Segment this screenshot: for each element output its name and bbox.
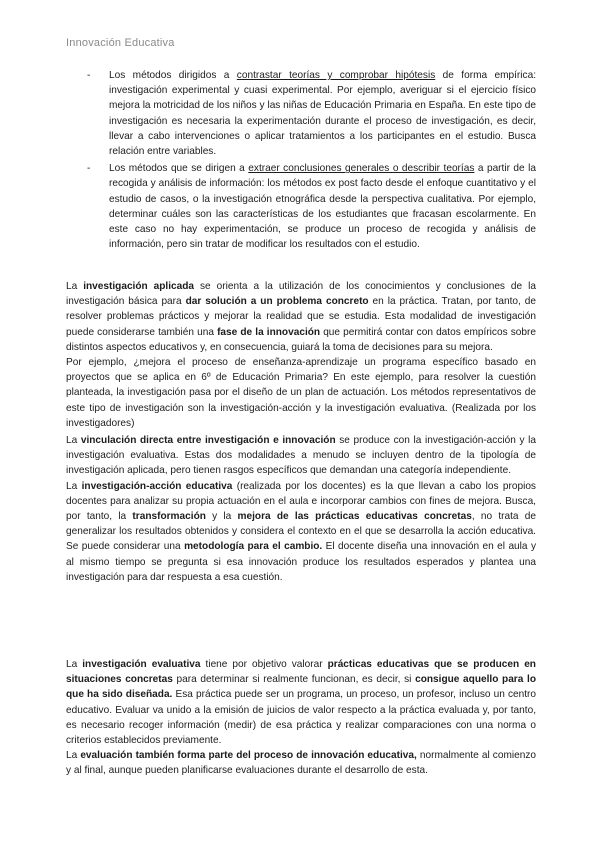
underlined-phrase: contrastar teorías y comprobar hipótesis: [236, 70, 436, 81]
section-vinculacion: [66, 433, 536, 585]
bullet-dash: -: [87, 163, 91, 175]
bullet-item-extraer: [66, 161, 536, 252]
paragraph: La evaluación también forma parte del proceso de innovación educativa, normalmente al comienzo y al final, aunque pueden planificarse evaluaciones durante el desarrollo de esta.: [66, 750, 537, 777]
bullet-text: Los métodos dirigidos a contrastar teorías y comprobar hipótesis de forma empírica: investigación experimental y cuasi experimental. Por ejemplo, averiguar si el ejercicio físico mejora la motricidad de los niños y las niñas de Educación Primaria en España. En este tipo de investigación es necesaria la experimentación durante el proceso de investigación, es decir, llevar a cabo intervenciones o aplicar tratamientos a los participantes en el estudio. Busca relación entre variables.: [109, 70, 536, 158]
paragraph: Por ejemplo, ¿mejora el proceso de enseñanza-aprendizaje un programa específico basado en proyectos que se aplica en 6º de Educación Primaria? En este ejemplo, para resolver la cuestión planteada, la investigación pasa por el diseño de un plan de actuación. Los métodos representativos de este tipo de investigación son la investigación-acción y la investigación evaluativa. (Realizada por los investigadores): [66, 357, 536, 429]
paragraph: La investigación-acción educativa (realizada por los docentes) es la que llevan a cabo los propios docentes para analizar su propia actuación en el aula e incorporar cambios con fines de mejora. Busca, por tanto, la transformación y la mejora de las prácticas educativas concretas, no trata de generalizar los resultados obtenidos y considera el contexto en el que se desarrolla la acción educativa. Se puede considerar una metodología para el cambio. El docente diseña una innovación en el aula y al mismo tiempo se pregunta si esa innovación produce los resultados esperados y plantea una investigación para dar respuesta a esa cuestión.: [66, 480, 536, 583]
paragraph: La investigación aplicada se orienta a la utilización de los conocimientos y conclusiones de la investigación básica para dar solución a un problema concreto en la práctica. Tratan, por tanto, de resolver problemas prácticos y mejorar la realidad que se estudia. Esta modalidad de investigación puede considerarse también una fase de la innovación que permitirá contar con datos empíricos sobre distintos aspectos educativos y, en consecuencia, guiará la toma de decisiones para su mejora.: [66, 281, 536, 353]
paragraph: La investigación evaluativa tiene por objetivo valorar prácticas educativas que se producen en situaciones concretas para determinar si realmente funcionan, es decir, si consigue aquello para lo que ha sido diseñada. Esa práctica puede ser un programa, un proceso, un profesor, incluso un centro educativo. Evaluar va unido a la emisión de juicios de valor respecto a la práctica evaluada y, por tanto, es necesario recoger información (medir) de esa práctica y realizar comparaciones con una norma o criterios establecidos previamente.: [66, 659, 536, 747]
section-investigacion-aplicada: [66, 279, 536, 431]
bullet-text: Los métodos que se dirigen a extraer conclusiones generales o describir teorías a partir de la recogida y análisis de información: los métodos ex post facto desde el enfoque cuantitativo y el estudio de casos, o la investigación etnográfica desde la perspectiva cualitativa. Por ejemplo, determinar cuáles son las características de los estudiantes que fracasan escolarmente. En este caso no hay experimentación, se produce un proceso de recogida y análisis de información, pero sin tratar de modificar los resultados con el estudio.: [109, 163, 536, 251]
paragraph: La vinculación directa entre investigación e innovación se produce con la investigación-acción y la investigación evaluativa. Estas dos modalidades a menudo se incluyen dentro de la tipología de investigación aplicada, pero tienen rasgos específicos que demandan una categoría independiente.: [66, 435, 536, 477]
method-bullet-list: [66, 68, 536, 254]
bullet-dash: -: [87, 70, 91, 81]
section-investigacion-evaluativa: [66, 657, 536, 779]
page-header: Innovación Educativa: [66, 37, 175, 49]
bullet-item-contrastar: [66, 68, 536, 159]
underlined-phrase: extraer conclusiones generales o describir teorías: [248, 163, 475, 175]
